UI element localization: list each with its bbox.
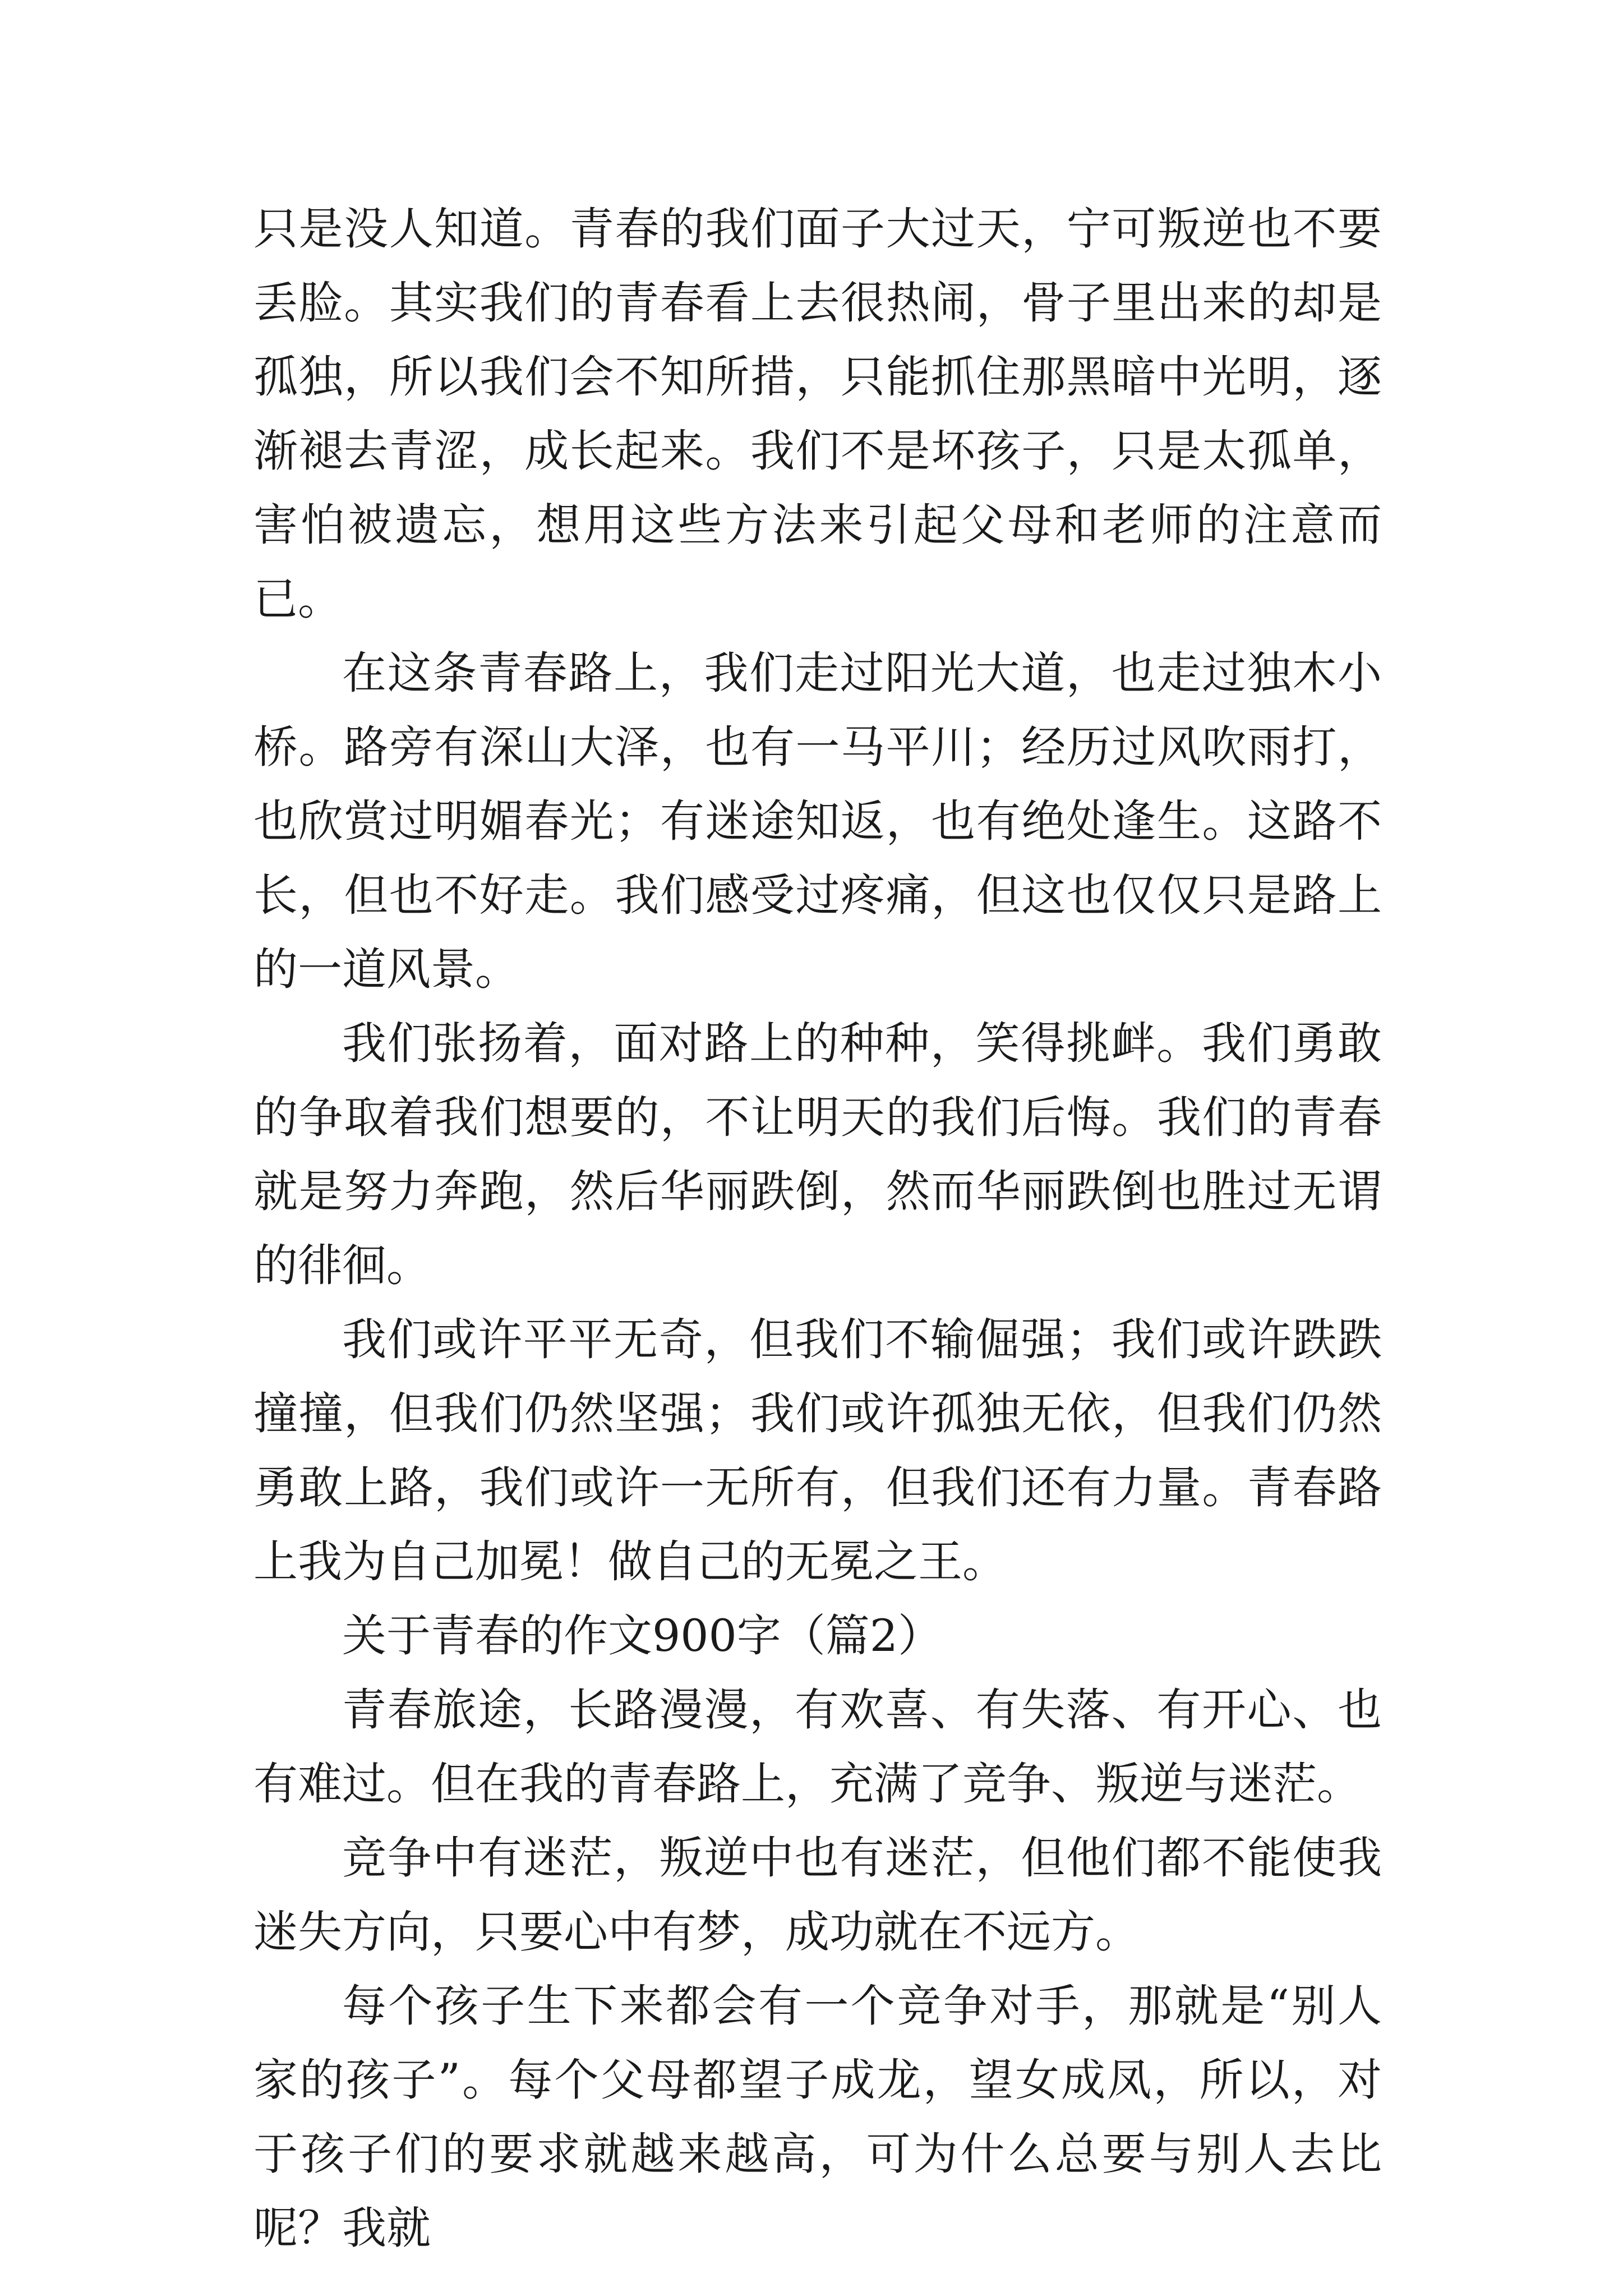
paragraph: 竞争中有迷茫，叛逆中也有迷茫，但他们都不能使我迷失方向，只要心中有梦，成功就在不远方。: [253, 1832, 1382, 1958]
paragraph: 我们张扬着，面对路上的种种，笑得挑衅。我们勇敢的争取着我们想要的，不让明天的我们后悔。我们的青春就是努力奔跑，然后华丽跌倒，然而华丽跌倒也胜过无谓的徘徊。: [253, 1018, 1382, 1291]
document-page: [253, 192, 1382, 2265]
paragraph: 每个孩子生下来都会有一个竞争对手，那就是“别人家的孩子”。每个父母都望子成龙，望女成凤，所以，对于孩子们的要求就越来越高，可为什么总要与别人去比呢？我就: [253, 1980, 1382, 2254]
paragraph-continued: 只是没人知道。青春的我们面子大过天，宁可叛逆也不要丢脸。其实我们的青春看上去很热闹，骨子里出来的却是孤独，所以我们会不知所措，只能抓住那黑暗中光明，逐渐褪去青涩，成长起来。我们不是坏孩子，只是太孤单，害怕被遗忘，想用这些方法来引起父母和老师的注意而已。: [253, 203, 1382, 625]
paragraph: 我们或许平平无奇，但我们不输倔强；我们或许跌跌撞撞，但我们仍然坚强；我们或许孤独无依，但我们仍然勇敢上路，我们或许一无所有，但我们还有力量。青春路上我为自己加冕！做自己的无冕之王。: [253, 1314, 1382, 1588]
paragraph: 在这条青春路上，我们走过阳光大道，也走过独木小桥。路旁有深山大泽，也有一马平川；经历过风吹雨打，也欣赏过明媚春光；有迷途知返，也有绝处逢生。这路不长，但也不好走。我们感受过疼痛，但这也仅仅只是路上的一道风景。: [253, 647, 1382, 995]
paragraph: 青春旅途，长路漫漫，有欢喜、有失落、有开心、也有难过。但在我的青春路上，充满了竞争、叛逆与迷茫。: [253, 1684, 1382, 1810]
section-heading: 关于青春的作文900字（篇2）: [342, 1610, 943, 1662]
